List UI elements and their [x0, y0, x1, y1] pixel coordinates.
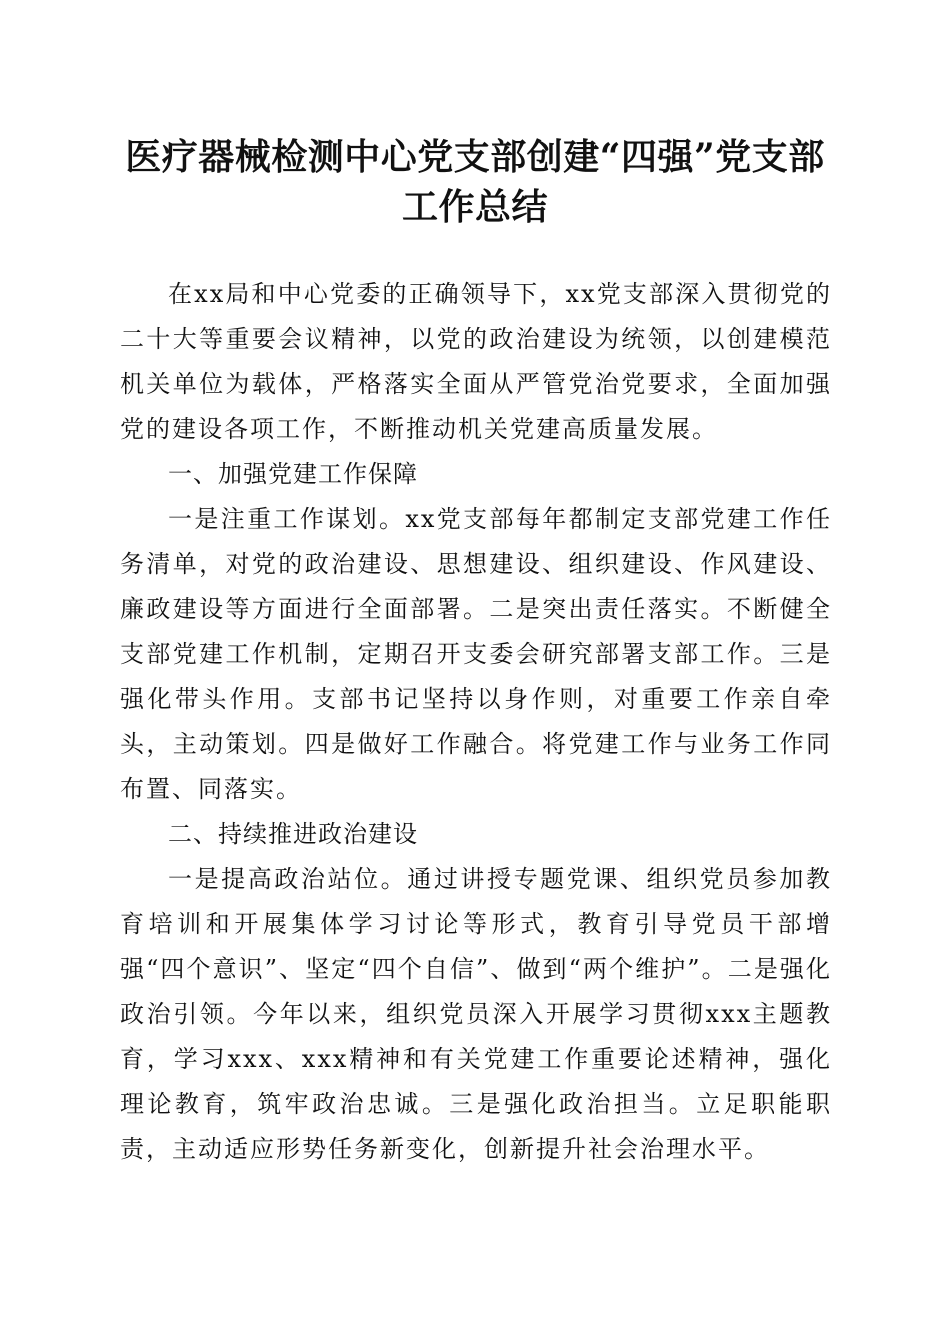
section-paragraph-1: 一是注重工作谋划。xx党支部每年都制定支部党建工作任务清单，对党的政治建设、思想建设、组织建设、作风建设、廉政建设等方面进行全面部署。二是突出责任落实。不断健全支部党建工作机制，定期召开支委会研究部署支部工作。三是强化带头作用。支部书记坚持以身作则，对重要工作亲自牵头，主动策划。四是做好工作融合。将党建工作与业务工作同布置、同落实。 — [120, 505, 832, 803]
title-line-2: 工作总结 — [401, 186, 548, 228]
document-body — [120, 272, 832, 1172]
intro-paragraph: 在xx局和中心党委的正确领导下，xx党支部深入贯彻党的二十大等重要会议精神，以党的政治建设为统领，以创建模范机关单位为载体，严格落实全面从严管党治党要求，全面加强党的建设各项工作，不断推动机关党建高质量发展。 — [120, 280, 832, 443]
title-line-1: 医疗器械检测中心党支部创建“四强”党支部 — [125, 136, 825, 178]
page-title — [100, 132, 850, 232]
section-heading-2: 二、持续推进政治建设 — [168, 820, 418, 848]
section-paragraph-2: 一是提高政治站位。通过讲授专题党课、组织党员参加教育培训和开展集体学习讨论等形式，教育引导党员干部增强“四个意识”、坚定“四个自信”、做到“两个维护”。二是强化政治引领。今年以来，组织党员深入开展学习贯彻xxx主题教育，学习xxx、xxx精神和有关党建工作重要论述精神，强化理论教育，筑牢政治忠诚。三是强化政治担当。立足职能职责，主动适应形势任务新变化，创新提升社会治理水平。 — [120, 865, 832, 1163]
section-heading-1: 一、加强党建工作保障 — [168, 460, 418, 488]
